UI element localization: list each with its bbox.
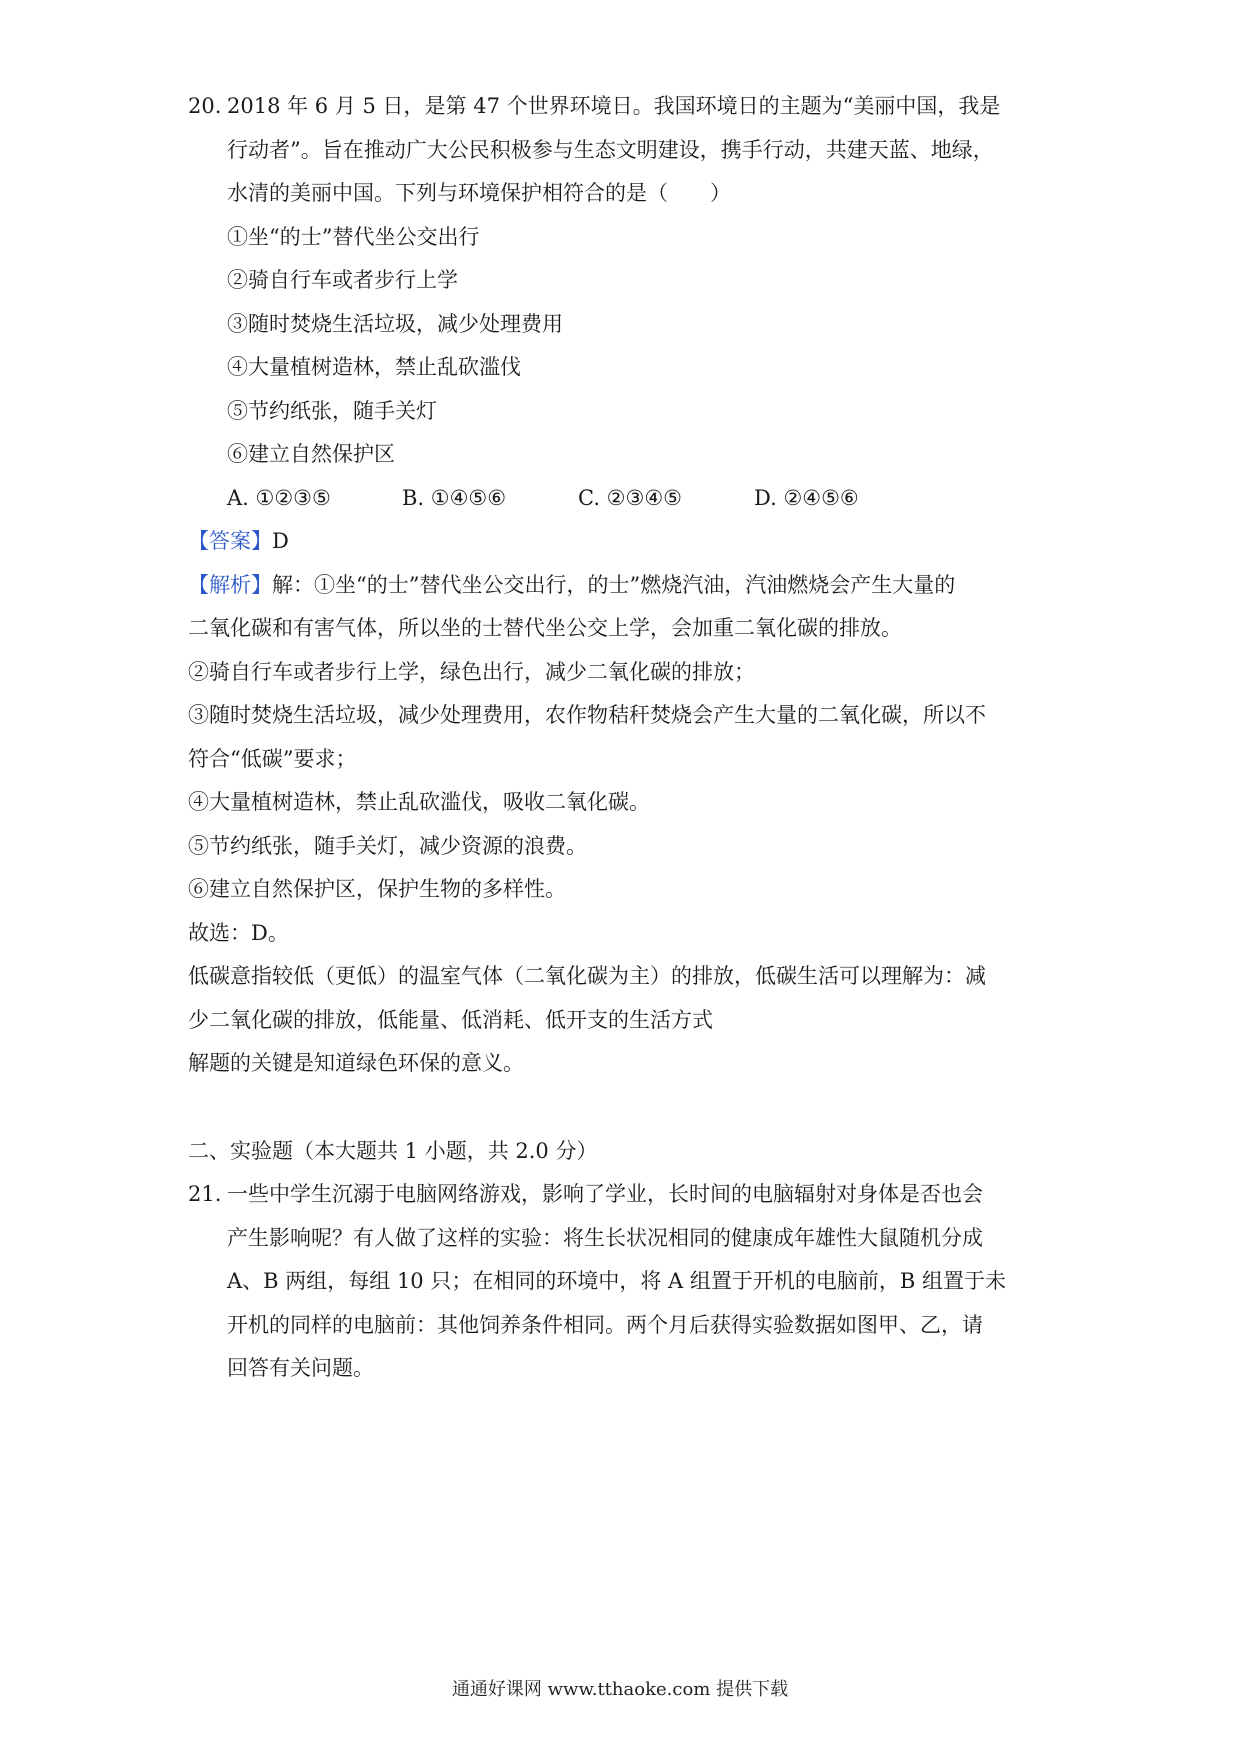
page-footer: 通通好课网 www.tthaoke.com 提供下载: [451, 1679, 789, 1700]
analysis-line-6: ⑤节约纸张，随手关灯，减少资源的浪费。: [188, 834, 587, 858]
analysis-line-10: 少二氧化碳的排放，低能量、低消耗、低开支的生活方式: [188, 1008, 713, 1032]
question-20-stem-line-2: 行动者”。旨在推动广大公民积极参与生态文明建设，携手行动，共建天蓝、地绿，: [227, 138, 994, 162]
question-20-option-b: B. ①④⑤⑥: [402, 486, 507, 510]
analysis-line-1: 二氧化碳和有害气体，所以坐的士替代坐公交上学，会加重二氧化碳的排放。: [188, 616, 902, 640]
question-20-item-4: ④大量植树造林，禁止乱砍滥伐: [227, 355, 521, 379]
answer-line: [188, 526, 289, 556]
analysis-first-text: 解：①坐“的士”替代坐公交出行，的士”燃烧汽油，汽油燃烧会产生大量的: [272, 573, 956, 597]
question-21-stem-line-3: A、B 两组，每组 10 只；在相同的环境中，将 A 组置于开机的电脑前，B 组置于未: [227, 1269, 1006, 1293]
question-20-item-3: ③随时焚烧生活垃圾，减少处理费用: [227, 312, 563, 336]
section-2-heading: 二、实验题（本大题共 1 小题，共 2.0 分）: [188, 1139, 598, 1163]
analysis-tag: 【解析】: [188, 573, 272, 597]
question-20-item-6: ⑥建立自然保护区: [227, 442, 395, 466]
question-21-number: 21.: [188, 1182, 222, 1206]
question-21-stem-line-1: 一些中学生沉溺于电脑网络游戏，影响了学业，长时间的电脑辐射对身体是否也会: [227, 1182, 983, 1206]
question-21-stem-line-2: 产生影响呢？有人做了这样的实验：将生长状况相同的健康成年雄性大鼠随机分成: [227, 1226, 983, 1250]
question-20-stem-line-3: 水清的美丽中国。下列与环境保护相符合的是（ ）: [227, 181, 731, 205]
question-20-number: 20.: [188, 94, 222, 118]
answer-value: D: [272, 529, 289, 553]
analysis-line-9: 低碳意指较低（更低）的温室气体（二氧化碳为主）的排放，低碳生活可以理解为：减: [188, 964, 986, 988]
analysis-line-7: ⑥建立自然保护区，保护生物的多样性。: [188, 877, 566, 901]
question-20-stem-line-1: 2018 年 6 月 5 日，是第 47 个世界环境日。我国环境日的主题为“美丽中国，我是: [227, 94, 1001, 118]
analysis-line-4: 符合“低碳”要求；: [188, 747, 357, 771]
analysis-line-11: 解题的关键是知道绿色环保的意义。: [188, 1051, 524, 1075]
question-21-stem-line-5: 回答有关问题。: [227, 1356, 374, 1380]
question-20-item-1: ①坐“的士”替代坐公交出行: [227, 225, 480, 249]
question-20-item-5: ⑤节约纸张，随手关灯: [227, 399, 437, 423]
analysis-line-5: ④大量植树造林，禁止乱砍滥伐，吸收二氧化碳。: [188, 790, 650, 814]
question-20-option-d: D. ②④⑤⑥: [754, 486, 859, 510]
analysis-line-8: 故选：D。: [188, 921, 289, 945]
analysis-line-3: ③随时焚烧生活垃圾，减少处理费用，农作物秸秆焚烧会产生大量的二氧化碳，所以不: [188, 703, 986, 727]
question-20-option-a: A. ①②③⑤: [227, 486, 331, 510]
question-20-item-2: ②骑自行车或者步行上学: [227, 268, 458, 292]
analysis-first-line: [188, 570, 955, 600]
answer-tag: 【答案】: [188, 529, 272, 553]
question-20-option-c: C. ②③④⑤: [578, 486, 682, 510]
analysis-line-2: ②骑自行车或者步行上学，绿色出行，减少二氧化碳的排放；: [188, 660, 755, 684]
question-21-stem-line-4: 开机的同样的电脑前：其他饲养条件相同。两个月后获得实验数据如图甲、乙，请: [227, 1313, 983, 1337]
